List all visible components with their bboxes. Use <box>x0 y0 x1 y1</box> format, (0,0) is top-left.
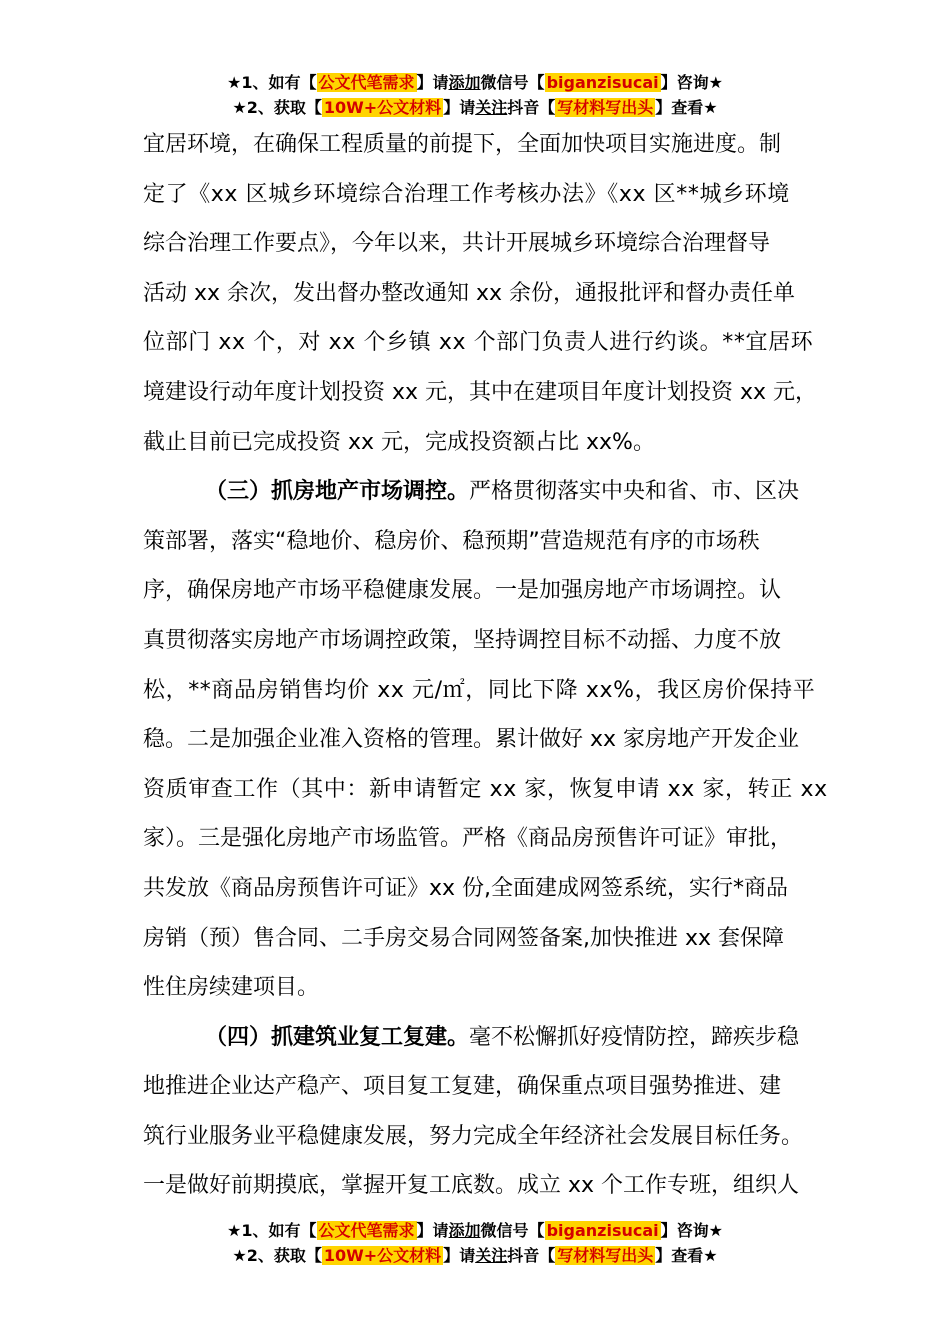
highlight-ghostwriting: 公文代笔需求 <box>318 73 415 92</box>
section-heading-line <box>143 467 833 517</box>
text-line: 位部门 xx 个，对 xx 个乡镇 xx 个部门负责人进行约谈。**宜居环 <box>143 330 814 356</box>
document-body <box>143 120 833 1211</box>
banner-text: 】查看★ <box>655 1246 718 1265</box>
text-line: 毫不松懈抓好疫情防控，蹄疾步稳 <box>469 1024 800 1050</box>
text-line: 活动 xx 余次，发出督办整改通知 xx 余份，通报批评和督办责任单 <box>143 280 796 306</box>
banner-text: 抖音【 <box>507 1246 556 1265</box>
text-line: 地推进企业达产稳产、项目复工复建，确保重点项目强势推进、建 <box>143 1074 782 1100</box>
banner-text-underlined: 关注 <box>475 1246 508 1265</box>
banner-text: 微信号【 <box>480 1221 545 1240</box>
text-line: 共发放《商品房预售许可证》xx 份,全面建成网签系统，实行*商品 <box>143 875 789 901</box>
text-line: 策部署，落实“稳地价、稳房价、稳预期”营造规范有序的市场秩 <box>143 528 760 554</box>
text-line: 稳。二是加强企业准入资格的管理。累计做好 xx 家房地产开发企业 <box>143 727 800 753</box>
highlight-wechat-id: biganzisucai <box>546 73 659 92</box>
text-line: 真贯彻落实房地产市场调控政策，坚持调控目标不动摇、力度不放 <box>143 627 782 653</box>
text-line: 序，确保房地产市场平稳健康发展。一是加强房地产市场调控。认 <box>143 578 782 604</box>
text-line: 宜居环境，在确保工程质量的前提下，全面加快项目实施进度。制 <box>143 132 782 157</box>
text-line: 家）。三是强化房地产市场监管。严格《商品房预售许可证》审批， <box>143 826 793 852</box>
banner-text: 】请 <box>416 1221 449 1240</box>
banner-text: 抖音【 <box>507 98 556 117</box>
banner-text: 】查看★ <box>655 98 718 117</box>
banner-text: 】咨询★ <box>660 73 723 92</box>
text-line: 一是做好前期摸底，掌握开复工底数。成立 xx 个工作专班，组织人 <box>143 1173 800 1199</box>
banner-text: 微信号【 <box>480 73 545 92</box>
highlight-ghostwriting: 公文代笔需求 <box>318 1221 415 1240</box>
text-line: 严格贯彻落实中央和省、市、区决 <box>469 479 800 505</box>
text-line: 截止目前已完成投资 xx 元，完成投资额占比 xx%。 <box>143 429 655 455</box>
banner-text: ★1、如有【 <box>227 73 317 92</box>
highlight-materials: 10W+公文材料 <box>323 1246 442 1265</box>
section-heading: （三）抓房地产市场调控。 <box>205 479 470 505</box>
text-line: 综合治理工作要点》，今年以来，共计开展城乡环境综合治理督导 <box>143 231 771 257</box>
banner-text: ★2、获取【 <box>232 1246 322 1265</box>
banner-text: ★2、获取【 <box>232 98 322 117</box>
banner-line-2 <box>0 95 950 120</box>
banner-text: ★1、如有【 <box>227 1221 317 1240</box>
banner-line-1 <box>0 1218 950 1243</box>
banner-text: 】请 <box>443 98 476 117</box>
text-line: 资质审查工作（其中：新申请暂定 xx 家，恢复申请 xx 家，转正 xx <box>143 776 828 802</box>
highlight-douyin-account: 写材料写出头 <box>557 1246 654 1265</box>
banner-text: 】咨询★ <box>660 1221 723 1240</box>
text-line: 松，**商品房销售均价 xx 元/㎡，同比下降 xx%，我区房价保持平 <box>143 677 816 703</box>
banner-text-underlined: 关注 <box>475 98 508 117</box>
text-line: 定了《xx 区城乡环境综合治理工作考核办法》《xx 区**城乡环境 <box>143 181 790 207</box>
section-heading-line <box>143 1013 833 1063</box>
banner-line-1 <box>0 70 950 95</box>
text-line: 境建设行动年度计划投资 xx 元，其中在建项目年度计划投资 xx 元， <box>143 379 818 405</box>
banner-text-underlined: 添加 <box>448 73 481 92</box>
banner-text: 】请 <box>416 73 449 92</box>
highlight-materials: 10W+公文材料 <box>323 98 442 117</box>
banner-text: 】请 <box>443 1246 476 1265</box>
banner-line-2 <box>0 1243 950 1268</box>
highlight-wechat-id: biganzisucai <box>546 1221 659 1240</box>
text-line: 房销（预）售合同、二手房交易合同网签备案,加快推进 xx 套保障 <box>143 925 785 951</box>
text-line: 筑行业服务业平稳健康发展，努力完成全年经济社会发展目标任务。 <box>143 1123 804 1149</box>
header-banner <box>0 70 950 120</box>
banner-text-underlined: 添加 <box>448 1221 481 1240</box>
footer-banner <box>0 1218 950 1268</box>
text-line: 性住房续建项目。 <box>143 975 320 1001</box>
section-heading: （四）抓建筑业复工复建。 <box>205 1024 470 1050</box>
highlight-douyin-account: 写材料写出头 <box>557 98 654 117</box>
